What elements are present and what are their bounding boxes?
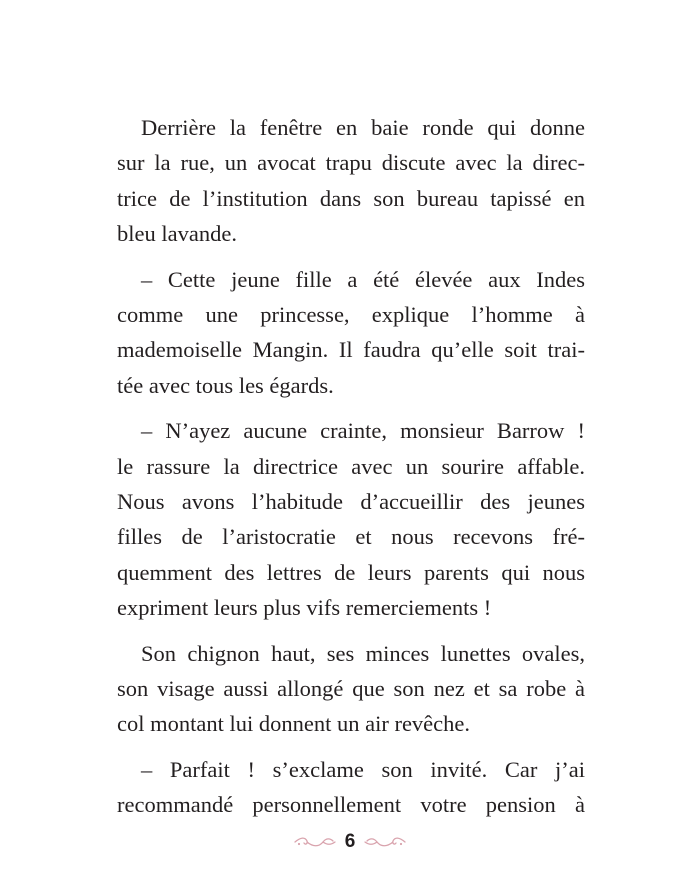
- text-line: – Cette jeune fille a été élevée aux Indes: [141, 266, 585, 292]
- text-line: mademoiselle Mangin. Il faudra qu’elle soit trai-: [117, 337, 585, 363]
- text-line: – Parfait ! s’exclame son invité. Car j’ai: [141, 757, 585, 783]
- flourish-ornament-icon: [363, 835, 407, 849]
- text-line: sur la rue, un avocat trapu discute avec la direc-: [117, 150, 585, 176]
- page-number: 6: [344, 831, 356, 852]
- text-line: – N’ayez aucune crainte, monsieur Barrow !: [141, 418, 585, 444]
- paragraph-5: [117, 752, 585, 823]
- page-footer: [0, 826, 700, 858]
- flourish-ornament-icon: [293, 835, 337, 849]
- text-line: le rassure la directrice avec un sourire affable.: [117, 453, 585, 479]
- paragraph-1: [117, 110, 585, 251]
- text-line: Nous avons l’habitude d’accueillir des jeunes: [117, 488, 585, 514]
- text-line: quemment des lettres de leurs parents qui nous: [117, 559, 585, 585]
- text-line: recommandé personnellement votre pension à: [117, 792, 585, 818]
- text-line: col montant lui donnent un air revêche.: [117, 711, 471, 737]
- text-line: filles de l’aristocratie et nous recevons fré-: [117, 524, 585, 550]
- paragraph-2: [117, 262, 585, 403]
- paragraph-3: [117, 413, 585, 625]
- text-line: trice de l’institution dans son bureau tapissé en: [117, 185, 585, 211]
- text-line: Derrière la fenêtre en baie ronde qui donne: [141, 115, 585, 140]
- text-line: son visage aussi allongé que son nez et sa robe à: [117, 675, 585, 701]
- text-line: expriment leurs plus vifs remerciements !: [117, 594, 492, 620]
- text-line: tée avec tous les égards.: [117, 372, 334, 398]
- body-text: [117, 110, 585, 823]
- paragraph-4: [117, 636, 585, 742]
- text-line: comme une princesse, explique l’homme à: [117, 301, 585, 327]
- text-line: bleu lavande.: [117, 220, 237, 246]
- text-line: Son chignon haut, ses minces lunettes ovales,: [141, 640, 585, 666]
